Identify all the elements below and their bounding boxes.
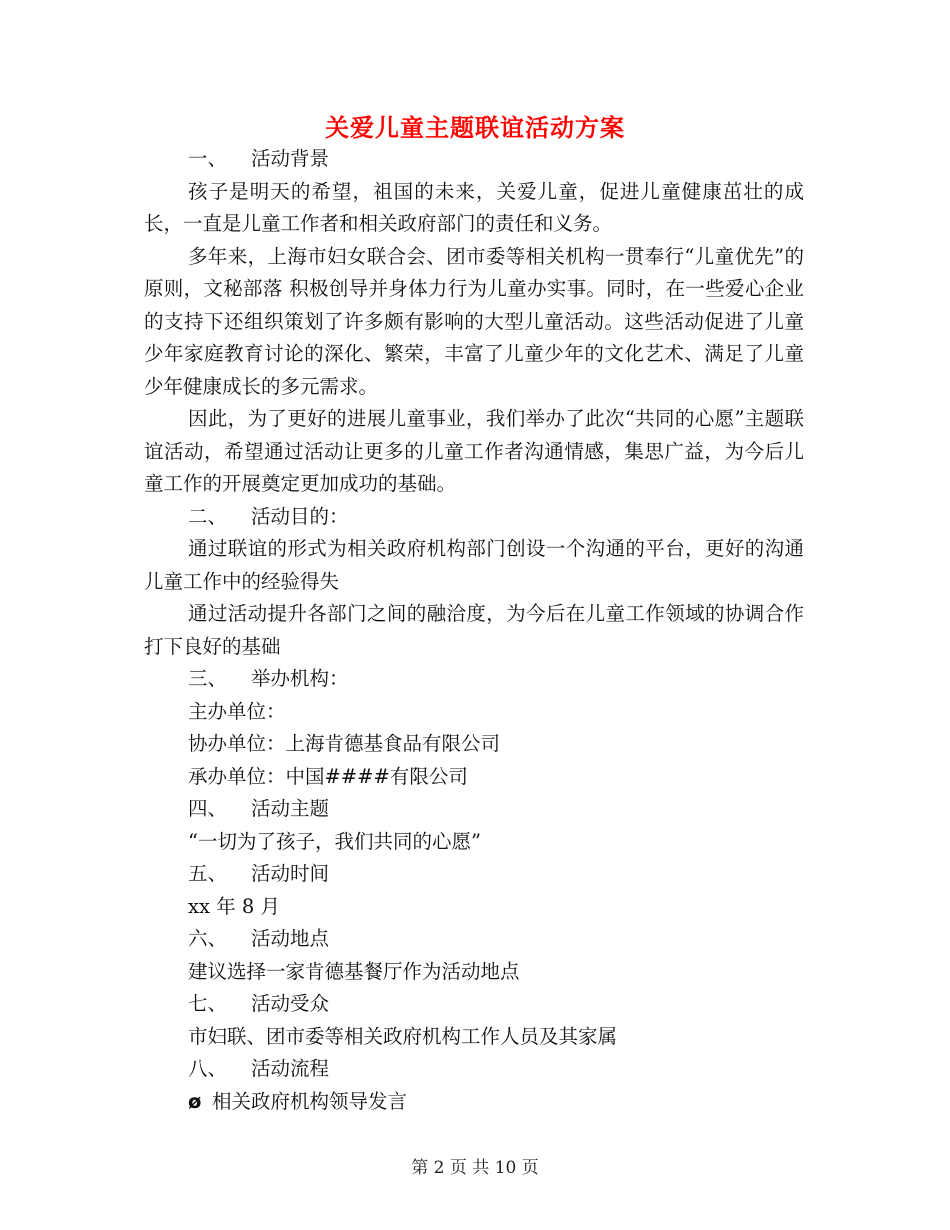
purpose-paragraph-2: 通过活动提升各部门之间的融洽度，为今后在儿童工作领域的协调合作打下良好的基础	[144, 602, 804, 658]
section-heading-4: 四、 活动主题	[188, 797, 330, 820]
document-body	[144, 143, 804, 1118]
background-paragraph-1: 孩子是明天的希望，祖国的未来，关爱儿童，促进儿童健康茁壮的成长，一直是儿童工作者和相关政府部门的责任和义务。	[144, 179, 804, 235]
background-paragraph-2: 多年来，上海市妇女联合会、团市委等相关机构一贯奉行“儿童优先”的原则，文秘部落 积极创导并身体力行为儿童办实事。同时，在一些爱心企业的支持下还组织策划了许多颇有影响的大型儿童活动。这些活动促进了儿童少年家庭教育讨论的深化、繁荣，丰富了儿童少年的文化艺术、满足了儿童少年健康成长的多元需求。	[144, 244, 804, 398]
section-heading-2: 二、 活动目的：	[188, 504, 349, 528]
section-heading-6: 六、 活动地点	[188, 927, 330, 950]
purpose-paragraph-1: 通过联谊的形式为相关政府机构部门创设一个沟通的平台，更好的沟通儿童工作中的经验得失	[144, 537, 804, 593]
section-heading-1: 一、 活动背景	[188, 147, 330, 170]
bullet-icon: ø	[188, 1089, 202, 1113]
page-title: 关爱儿童主题联谊活动方案	[325, 113, 625, 142]
co-organizer: 协办单位：上海肯德基食品有限公司	[188, 732, 501, 755]
activity-time: xx 年 8 月	[188, 894, 280, 918]
background-paragraph-3: 因此，为了更好的进展儿童事业，我们举办了此次“共同的心愿”主题联谊活动，希望通过活动让更多的儿童工作者沟通情感，集思广益，为今后儿童工作的开展奠定更加成功的基础。	[144, 407, 804, 495]
undertaking-organizer: 承办单位：中国####有限公司	[188, 764, 468, 788]
section-heading-7: 七、 活动受众	[188, 992, 330, 1015]
activity-theme: “一切为了孩子，我们共同的心愿”	[188, 829, 481, 853]
host-organizer: 主办单位：	[188, 699, 286, 723]
section-heading-5: 五、 活动时间	[188, 862, 330, 885]
section-heading-8: 八、 活动流程	[188, 1057, 330, 1080]
section-heading-3: 三、 举办机构：	[188, 667, 349, 690]
activity-venue: 建议选择一家肯德基餐厅作为活动地点	[188, 959, 520, 983]
process-item: ø 相关政府机构领导发言	[144, 1086, 804, 1119]
page-footer: 第 2 页 共 10 页	[411, 1158, 539, 1178]
activity-audience: 市妇联、团市委等相关政府机构工作人员及其家属	[188, 1024, 618, 1048]
